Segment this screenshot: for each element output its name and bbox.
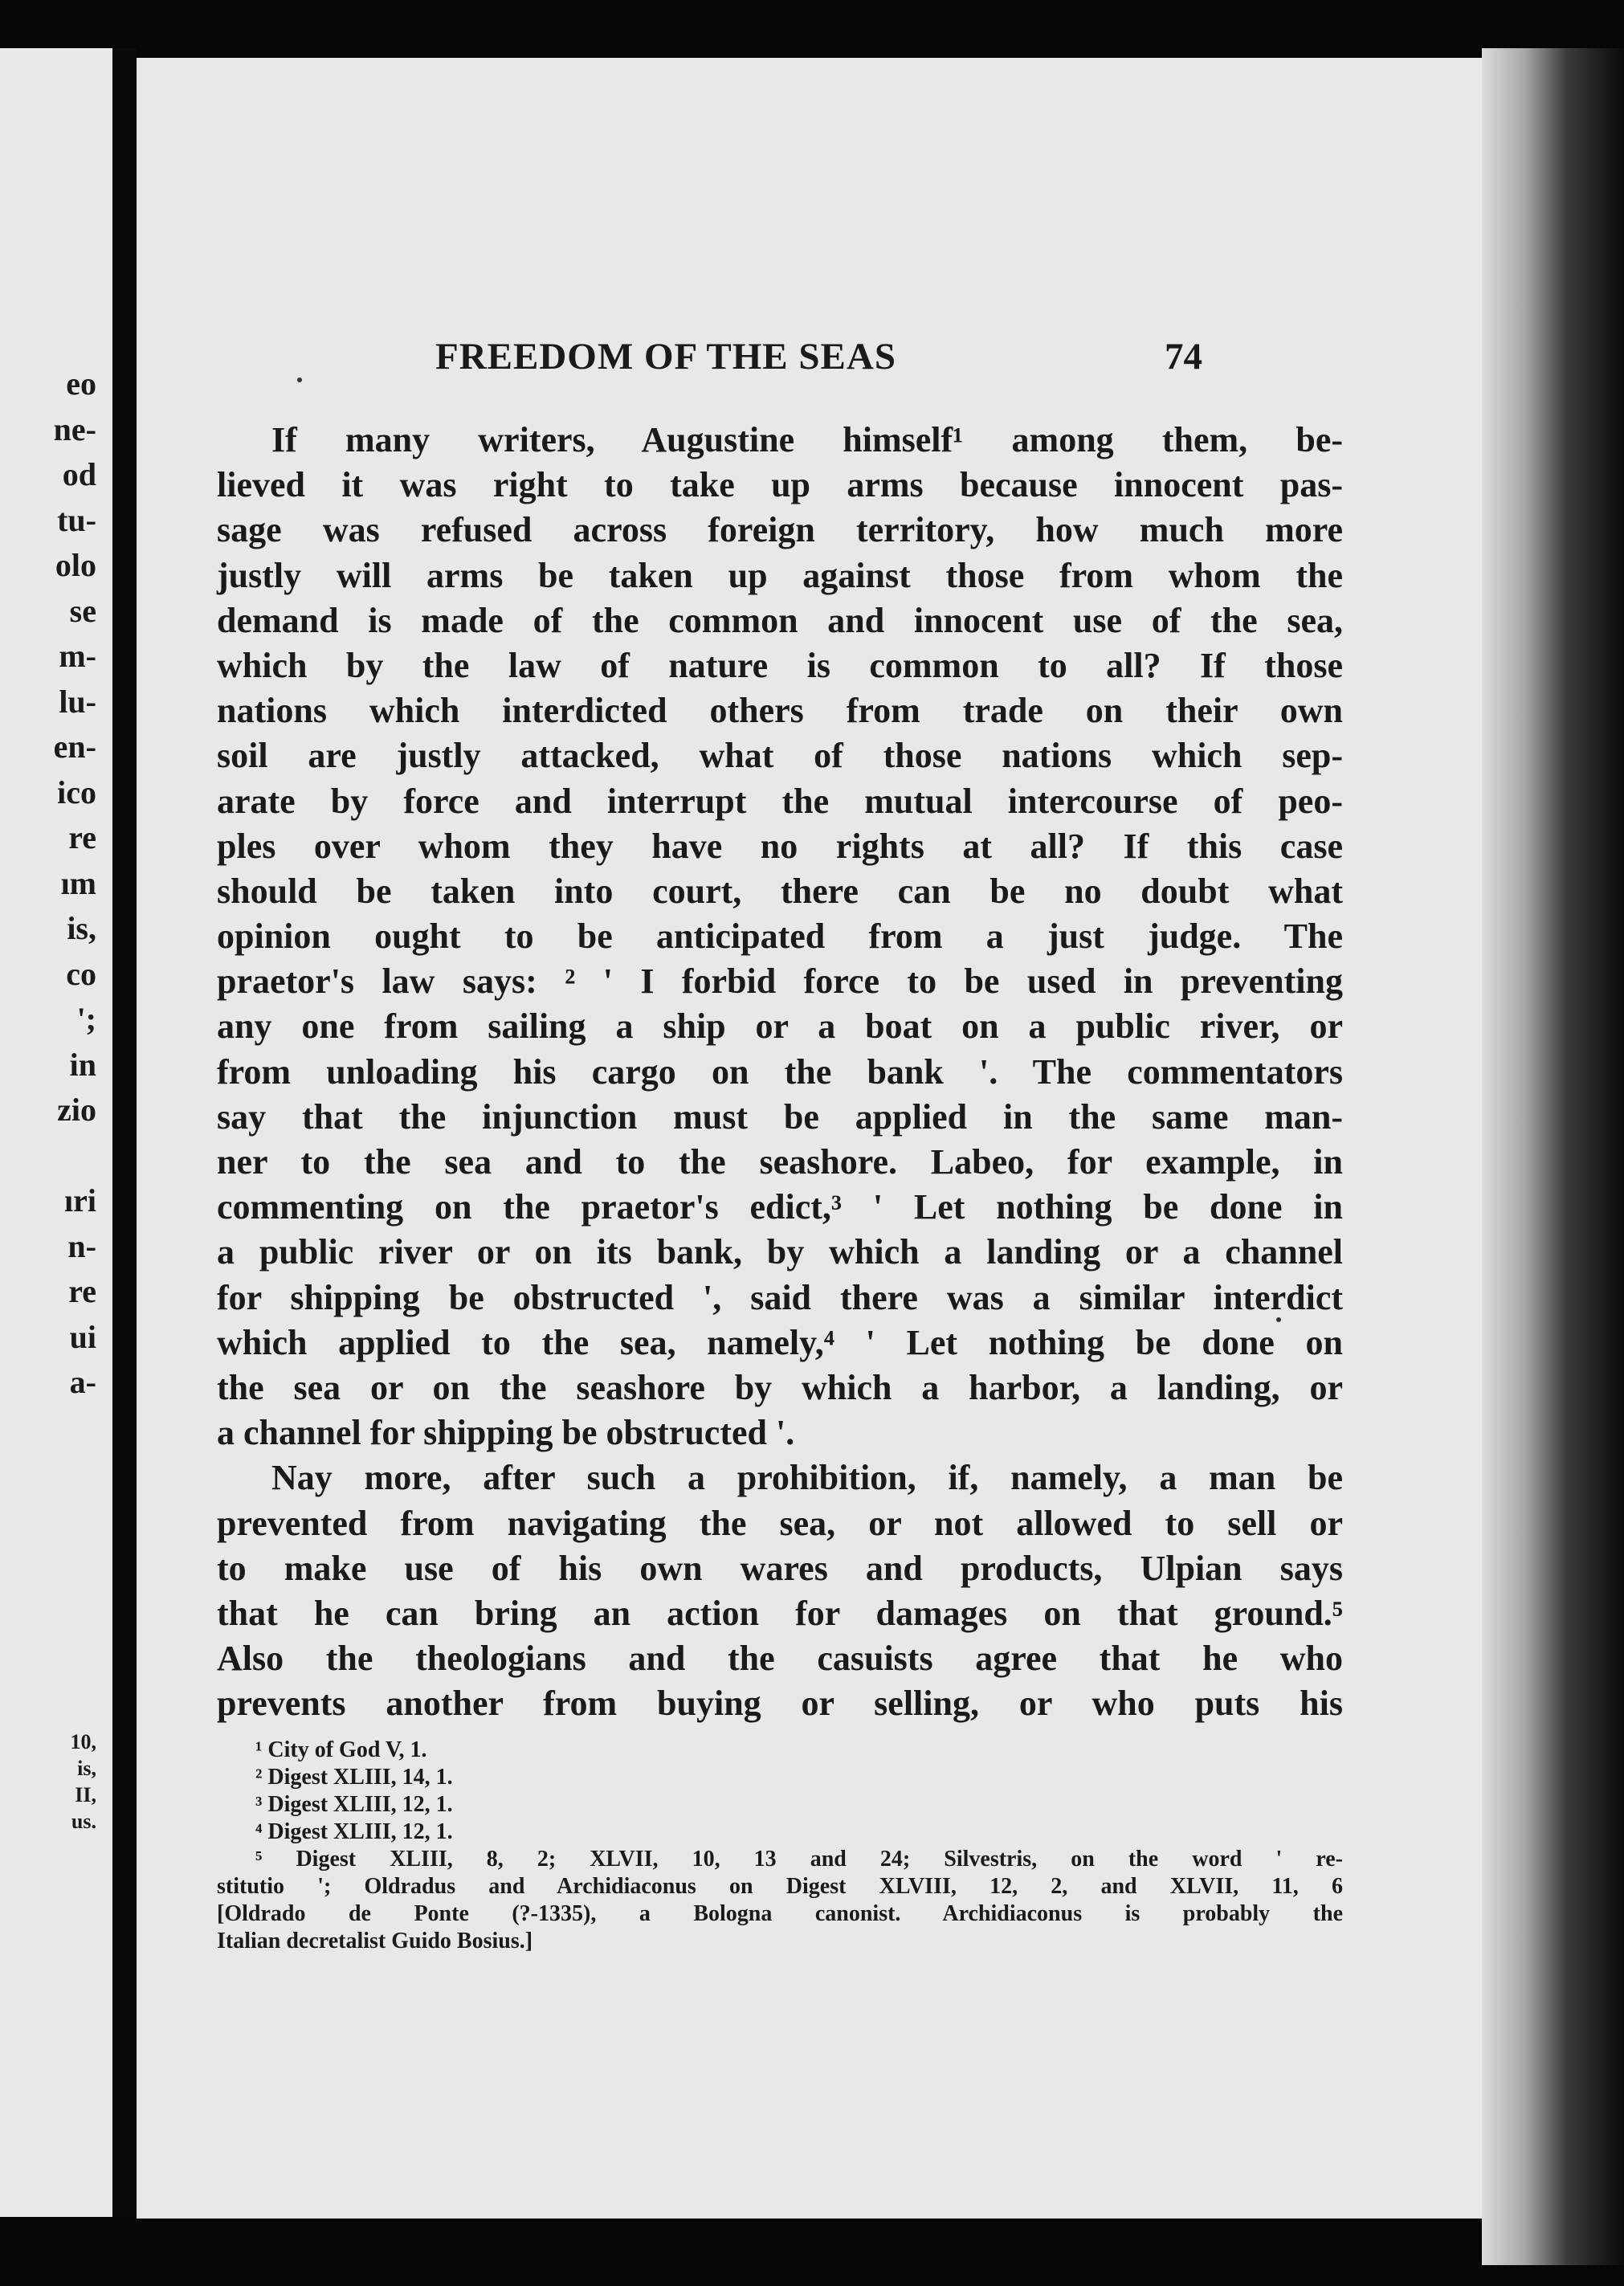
footnote-line: stitutio '; Oldradus and Archidiaconus on Digest XLVIII, 12, 2, and XLVII, 11, 6 — [217, 1874, 1343, 1899]
scan-speck — [1276, 1317, 1281, 1322]
text-line: If many writers, Augustine himself¹ among them, be- — [271, 420, 1343, 459]
footnote-line: ¹ City of God V, 1. — [255, 1737, 427, 1762]
facing-page-fragment: ui — [69, 1318, 96, 1355]
facing-page-fragment: od — [62, 456, 96, 492]
text-line: Nay more, after such a prohibition, if, namely, a man be — [271, 1458, 1343, 1498]
text-line: demand is made of the common and innocent use of the sea, — [217, 600, 1343, 640]
facing-page-fragment: ım — [60, 864, 96, 901]
text-line: justly will arms be taken up against those from whom the — [217, 555, 1343, 595]
text-line: should be taken into court, there can be no doubt what — [217, 871, 1343, 911]
facing-page-note-fragment: is, — [77, 1757, 96, 1780]
text-line: praetor's law says: ² ' I forbid force to be used in preventing — [217, 961, 1343, 1002]
facing-page-fragment: re — [68, 819, 96, 855]
facing-page-fragment: ne- — [53, 410, 96, 447]
facing-page-text-fragments — [0, 361, 96, 1406]
facing-page-note-fragments — [0, 1729, 96, 1835]
text-line: the sea or on the seashore by which a harbor, a landing, or — [217, 1367, 1343, 1407]
facing-page-fragment: n- — [67, 1227, 96, 1264]
book-page — [137, 58, 1502, 2219]
facing-page-fragment: lu- — [59, 683, 96, 720]
text-line: arate by force and interrupt the mutual intercourse of peo- — [217, 781, 1343, 821]
facing-page-edge — [0, 48, 112, 2217]
facing-page-note-fragment: us. — [71, 1810, 96, 1833]
text-line: nations which interdicted others from trade on their own — [217, 691, 1343, 731]
facing-page-fragment: olo — [55, 547, 96, 583]
text-line: opinion ought to be anticipated from a just judge. The — [217, 916, 1343, 957]
facing-page-fragment: en- — [53, 729, 96, 765]
facing-page-fragment: a- — [69, 1364, 96, 1400]
running-title: FREEDOM OF THE SEAS — [435, 336, 896, 378]
facing-page-fragment: m- — [59, 638, 96, 674]
text-line: a channel for shipping be obstructed '. — [217, 1413, 795, 1453]
text-line: prevents another from buying or selling, or who puts his — [217, 1684, 1343, 1724]
footnote-line: ⁴ Digest XLIII, 12, 1. — [255, 1819, 453, 1844]
facing-page-note-fragment: II, — [75, 1783, 96, 1806]
footnote-line: ⁵ Digest XLIII, 8, 2; XLVII, 10, 13 and 24; Silvestris, on the word ' re- — [255, 1847, 1343, 1872]
footnote-line: Italian decretalist Guido Bosius.] — [217, 1929, 533, 1953]
text-line: ner to the sea and to the seashore. Labeo, for example, in — [217, 1142, 1343, 1182]
facing-page-note-fragment: 10, — [70, 1730, 96, 1753]
text-line: which applied to the sea, namely,⁴ ' Let nothing be done on — [217, 1322, 1343, 1362]
text-line: any one from sailing a ship or a boat on a public river, or — [217, 1006, 1343, 1047]
text-line: lieved it was right to take up arms because innocent pas- — [217, 465, 1343, 505]
facing-page-fragment: ıri — [64, 1182, 96, 1219]
text-line: soil are justly attacked, what of those nations which sep- — [217, 736, 1343, 776]
text-line: say that the injunction must be applied in the same man- — [217, 1096, 1343, 1137]
facing-page-fragment: eo — [66, 365, 96, 402]
book-gutter — [112, 48, 137, 2217]
facing-page-fragment: ico — [57, 774, 96, 810]
facing-page-fragment: se — [69, 592, 96, 629]
text-line: sage was refused across foreign territory, how much more — [217, 510, 1343, 550]
facing-page-fragment: in — [69, 1046, 96, 1083]
facing-page-fragment: co — [66, 955, 96, 992]
text-line: a public river or on its bank, by which a landing or a channel — [217, 1232, 1343, 1272]
text-line: ples over whom they have no rights at all? If this case — [217, 826, 1343, 866]
text-line: for shipping be obstructed ', said there was a similar interdict — [217, 1277, 1343, 1317]
facing-page-fragment: '; — [76, 1001, 96, 1037]
body-text — [217, 418, 1343, 1726]
footnote-line: [Oldrado de Ponte (?-1335), a Bologna canonist. Archidiaconus is probably the — [217, 1901, 1343, 1926]
footnote-line: ³ Digest XLIII, 12, 1. — [255, 1792, 453, 1817]
text-line: which by the law of nature is common to all? If those — [217, 645, 1343, 685]
facing-page-fragment: re — [68, 1273, 96, 1309]
facing-page-fragment: tu- — [57, 501, 96, 538]
footnotes — [217, 1737, 1343, 1955]
scan-speck — [297, 378, 302, 382]
facing-page-fragment: zio — [57, 1092, 96, 1128]
footnote-line: ² Digest XLIII, 14, 1. — [255, 1765, 453, 1790]
text-line: that he can bring an action for damages on that ground.⁵ — [217, 1593, 1343, 1633]
facing-page-fragment: is, — [67, 910, 96, 946]
page-header — [137, 335, 1502, 388]
page-number: 74 — [1165, 336, 1202, 378]
facing-page-fragment — [0, 1133, 96, 1179]
text-line: to make use of his own wares and products, Ulpian says — [217, 1548, 1343, 1588]
text-line: commenting on the praetor's edict,³ ' Let nothing be done in — [217, 1187, 1343, 1227]
text-line: prevented from navigating the sea, or not allowed to sell or — [217, 1503, 1343, 1543]
page-edge-shadow — [1482, 48, 1624, 2265]
text-line: Also the theologians and the casuists agree that he who — [217, 1639, 1343, 1679]
text-line: from unloading his cargo on the bank '. The commentators — [217, 1051, 1343, 1092]
